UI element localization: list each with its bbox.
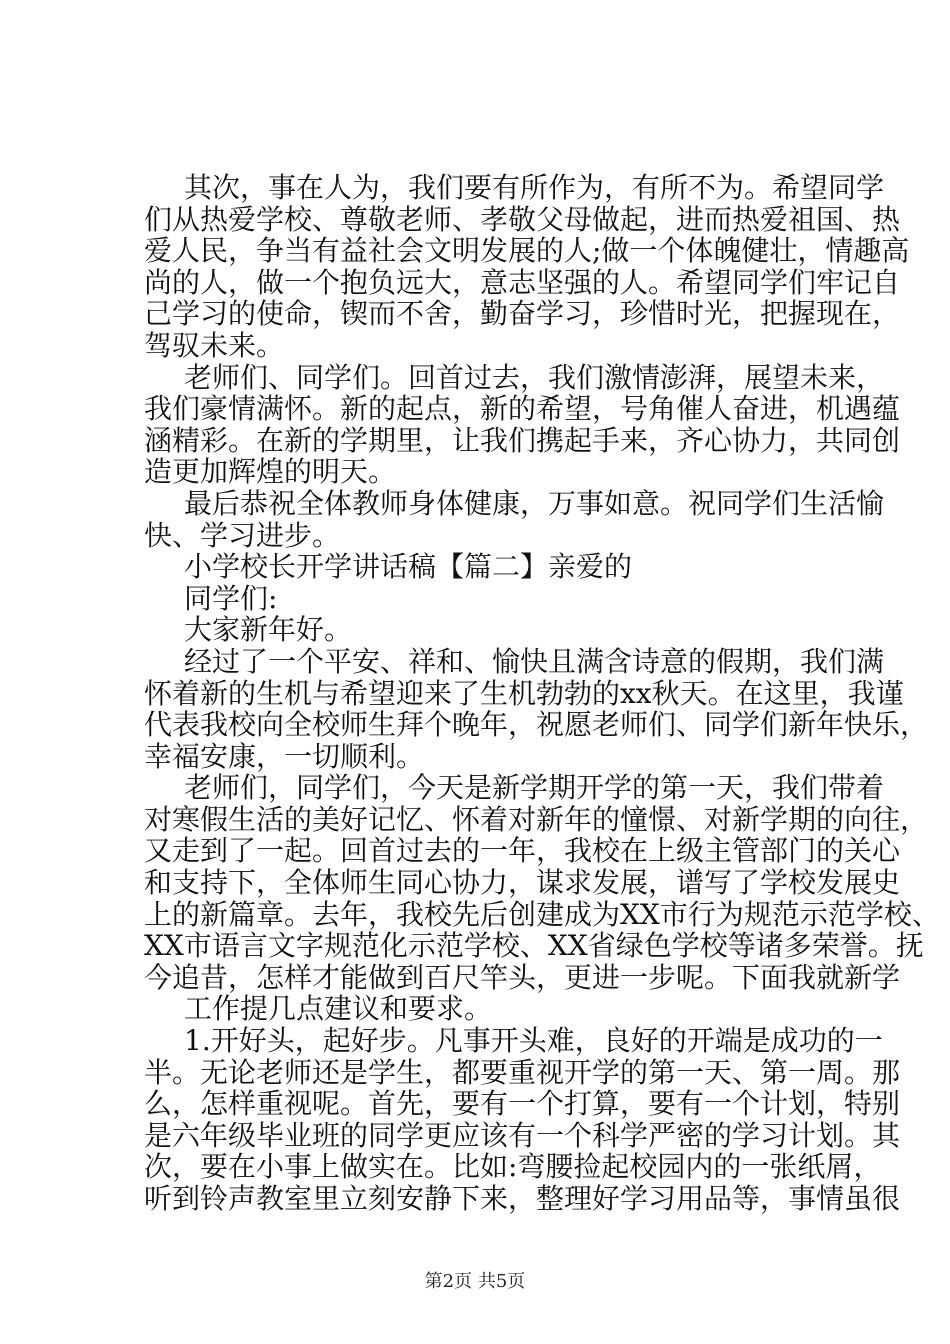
text-line: 是六年级毕业班的同学更应该有一个科学严密的学习计划。其 bbox=[144, 1118, 901, 1152]
text-line: 工作提几点建议和要求。 bbox=[184, 992, 493, 1026]
text-line: 老师们，同学们，今天是新学期开学的第一天，我们带着 bbox=[184, 771, 885, 805]
text-line: 快、学习进步。 bbox=[144, 518, 341, 552]
text-line: 么，怎样重视呢。首先，要有一个打算，要有一个计划，特别 bbox=[144, 1087, 901, 1121]
page-number: 第2页 共5页 bbox=[424, 1271, 526, 1292]
text-line: 尚的人，做一个抱负远大，意志坚强的人。希望同学们牢记自 bbox=[144, 265, 901, 299]
text-line: 己学习的使命，锲而不舍，勤奋学习，珍惜时光，把握现在， bbox=[144, 297, 901, 331]
text-line: 我们豪情满怀。新的起点，新的希望，号角催人奋进，机遇蕴 bbox=[144, 392, 901, 426]
text-line: 造更加辉煌的明天。 bbox=[144, 455, 397, 489]
text-line: 其次，事在人为，我们要有所作为，有所不为。希望同学 bbox=[184, 171, 885, 204]
text-line: 半。无论老师还是学生，都要重视开学的第一天、第一周。那 bbox=[144, 1055, 901, 1089]
text-line: 大家新年好。 bbox=[184, 613, 353, 647]
text-line: 对寒假生活的美好记忆、怀着对新年的憧憬、对新学期的向往， bbox=[144, 802, 929, 836]
text-line: 代表我校向全校师生拜个晚年，祝愿老师们、同学们新年快乐， bbox=[144, 708, 929, 742]
text-line: 又走到了一起。回首过去的一年，我校在上级主管部门的关心 bbox=[144, 834, 901, 868]
text-line: 幸福安康，一切顺利。 bbox=[144, 739, 425, 773]
text-line: 今追昔，怎样才能做到百尺竿头，更进一步呢。下面我就新学 bbox=[144, 960, 901, 994]
text-line: 驾驭未来。 bbox=[144, 328, 285, 362]
text-line: 涵精彩。在新的学期里，让我们携起手来，齐心协力，共同创 bbox=[144, 423, 901, 457]
text-line: 们从热爱学校、尊敬老师、孝敬父母做起，进而热爱祖国、热 bbox=[144, 202, 901, 236]
text-line: 最后恭祝全体教师身体健康，万事如意。祝同学们生活愉 bbox=[184, 486, 885, 520]
text-line: 次，要在小事上做实在。比如:弯腰捡起校园内的一张纸屑， bbox=[144, 1150, 882, 1184]
text-line: 同学们: bbox=[184, 581, 278, 615]
text-line: 1.开好头，起好步。凡事开头难，良好的开端是成功的一 bbox=[184, 1024, 883, 1058]
text-line: 老师们、同学们。回首过去，我们激情澎湃，展望未来， bbox=[184, 360, 885, 394]
text-line: 上的新篇章。去年，我校先后创建成为XX市行为规范示范学校、 bbox=[144, 897, 940, 931]
text-line: 怀着新的生机与希望迎来了生机勃勃的xx秋天。在这里，我谨 bbox=[144, 676, 904, 710]
text-line: 和支持下，全体师生同心协力，谋求发展，谱写了学校发展史 bbox=[144, 866, 901, 900]
text-line: 经过了一个平安、祥和、愉快且满含诗意的假期，我们满 bbox=[184, 644, 885, 678]
text-line: 爱人民，争当有益社会文明发展的人;做一个体魄健壮，情趣高 bbox=[144, 234, 910, 268]
text-line: 听到铃声教室里立刻安静下来，整理好学习用品等，事情虽很 bbox=[144, 1182, 901, 1215]
text-line: XX市语言文字规范化示范学校、XX省绿色学校等诸多荣誉。抚 bbox=[144, 929, 924, 963]
document-body bbox=[144, 171, 940, 1215]
text-line: 小学校长开学讲话稿【篇二】亲爱的 bbox=[184, 550, 633, 584]
page-footer bbox=[0, 1271, 950, 1293]
